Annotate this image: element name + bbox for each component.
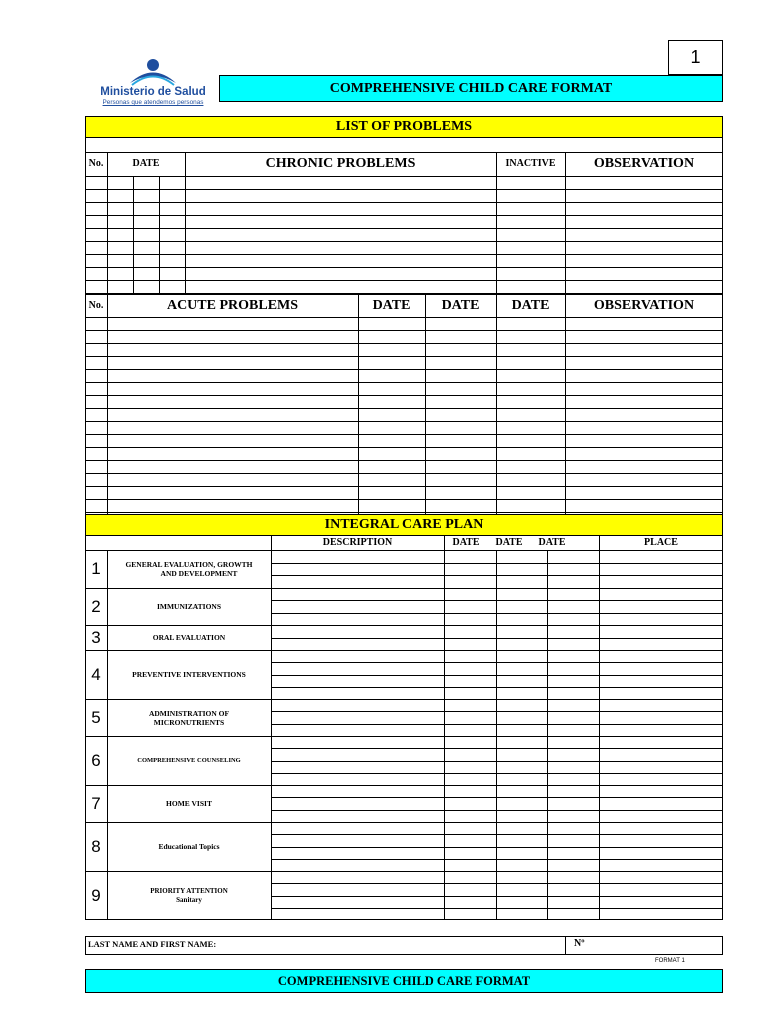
care-row-line xyxy=(271,711,723,712)
care-row-line xyxy=(271,600,723,601)
problems-table xyxy=(85,138,723,515)
care-item-number: 8 xyxy=(91,836,101,856)
chronic-date-subcol xyxy=(133,176,134,294)
care-col-line xyxy=(271,536,272,920)
care-item-label xyxy=(108,736,270,785)
care-item-label-line1: PRIORITY ATTENTION xyxy=(150,887,228,896)
care-item-label-line2: AND DEVELOPMENT xyxy=(160,569,238,578)
care-row-line xyxy=(271,834,723,835)
acute-row-line xyxy=(85,434,723,435)
care-row-line xyxy=(271,662,723,663)
number-label: Nº xyxy=(574,938,585,949)
care-item-label-line1: ADMINISTRATION OF xyxy=(148,708,230,718)
acute-row-line xyxy=(85,369,723,370)
care-row-line xyxy=(271,797,723,798)
care-date-header-3: DATE xyxy=(538,536,566,548)
page-number: 1 xyxy=(690,47,701,67)
name-label: LAST NAME AND FIRST NAME: xyxy=(88,939,217,949)
care-item-label-line1: Educational Topics xyxy=(158,842,220,851)
care-item-number: 3 xyxy=(91,627,101,647)
chronic-problems-header: CHRONIC PROBLEMS xyxy=(265,155,416,171)
care-plan-banner xyxy=(85,514,723,536)
acute-row-line xyxy=(85,408,723,409)
chronic-no-header: No. xyxy=(88,157,104,169)
chronic-row-line xyxy=(85,254,723,255)
care-row-line xyxy=(271,859,723,860)
list-of-problems-title: LIST OF PROBLEMS xyxy=(335,119,473,134)
acute-row-line xyxy=(85,447,723,448)
care-item-number: 1 xyxy=(91,559,101,578)
description-header: DESCRIPTION xyxy=(322,536,393,548)
logo xyxy=(88,56,218,110)
care-col-line xyxy=(547,550,548,920)
acute-col-line xyxy=(107,294,108,514)
care-row-line xyxy=(271,563,723,564)
care-col-line xyxy=(444,536,445,920)
care-row-line xyxy=(271,908,723,909)
bottom-title-banner xyxy=(85,969,723,993)
care-row-line xyxy=(271,724,723,725)
acute-observation-header: OBSERVATION xyxy=(593,297,695,313)
care-row-line xyxy=(271,810,723,811)
form-title-banner xyxy=(219,75,723,102)
name-row-divider xyxy=(565,936,566,955)
inactive-header: INACTIVE xyxy=(505,157,556,169)
chronic-row-line xyxy=(85,267,723,268)
chronic-row-line xyxy=(85,189,723,190)
acute-row-line xyxy=(85,421,723,422)
care-plan-title: INTEGRAL CARE PLAN xyxy=(324,517,484,532)
care-item-label xyxy=(108,588,270,625)
acute-date-header-1: DATE xyxy=(372,297,411,313)
bottom-title: COMPREHENSIVE CHILD CARE FORMAT xyxy=(277,973,531,988)
logo-tagline: Personas que atendemos personas xyxy=(102,99,204,106)
care-date-header-1: DATE xyxy=(452,536,480,548)
logo-name: Ministerio de Salud xyxy=(100,86,206,98)
care-item-label xyxy=(108,822,270,871)
care-item-label xyxy=(108,625,270,650)
care-item-label xyxy=(108,699,270,736)
care-item-label-line2: MICRONUTRIENTS xyxy=(153,717,225,727)
care-item-label-line2: Sanitary xyxy=(176,895,202,904)
care-item-label-line1: GENERAL EVALUATION, GROWTH xyxy=(125,560,253,569)
acute-no-header: No. xyxy=(88,299,104,311)
care-item-number: 5 xyxy=(91,707,101,727)
acute-row-line xyxy=(85,473,723,474)
care-item-number: 2 xyxy=(91,596,101,616)
chronic-observation-header: OBSERVATION xyxy=(593,155,695,171)
acute-row-line xyxy=(85,382,723,383)
chronic-row-line xyxy=(85,280,723,281)
list-of-problems-banner xyxy=(85,116,723,138)
acute-row-line xyxy=(85,395,723,396)
care-row-line xyxy=(271,883,723,884)
care-item-label-line1: IMMUNIZATIONS xyxy=(156,602,222,611)
acute-col-line xyxy=(358,294,359,514)
acute-col-line xyxy=(496,294,497,514)
care-row-line xyxy=(271,761,723,762)
care-item-number: 4 xyxy=(91,664,101,684)
acute-row-line xyxy=(85,512,723,513)
chronic-row-line xyxy=(85,215,723,216)
care-item-number: 7 xyxy=(91,793,101,813)
care-row-line xyxy=(271,847,723,848)
chronic-row-line xyxy=(85,202,723,203)
place-header: PLACE xyxy=(644,536,678,548)
form-title: COMPREHENSIVE CHILD CARE FORMAT xyxy=(329,80,613,96)
care-row-line xyxy=(271,896,723,897)
ministerio-logo-icon xyxy=(88,56,218,88)
acute-col-line xyxy=(565,294,566,514)
care-row-line xyxy=(271,675,723,676)
care-item-label xyxy=(108,550,270,588)
acute-row-line xyxy=(85,343,723,344)
care-item-label-line1: COMPREHENSIVE COUNSELING xyxy=(137,756,241,764)
acute-row-line xyxy=(85,356,723,357)
care-row-line xyxy=(271,638,723,639)
care-item-label-line1: PREVENTIVE INTERVENTIONS xyxy=(132,670,246,679)
care-item-label-line1: HOME VISIT xyxy=(166,799,212,808)
format-code: FORMAT 1 xyxy=(655,958,685,964)
chronic-header-bottom xyxy=(85,176,723,177)
care-date-header-2: DATE xyxy=(495,536,523,548)
acute-row-line xyxy=(85,460,723,461)
care-item-number: 6 xyxy=(91,750,101,770)
chronic-row-line xyxy=(85,241,723,242)
chronic-date-header: DATE xyxy=(132,157,160,169)
chronic-row-line xyxy=(85,228,723,229)
care-row-line xyxy=(271,773,723,774)
care-item-label xyxy=(108,871,270,920)
care-item-label xyxy=(108,785,270,822)
acute-col-line xyxy=(425,294,426,514)
acute-row-line xyxy=(85,330,723,331)
care-row-line xyxy=(271,687,723,688)
care-item-label-line1: ORAL EVALUATION xyxy=(152,633,226,642)
care-col-line xyxy=(599,536,600,920)
care-row-line xyxy=(271,575,723,576)
acute-row-line xyxy=(85,486,723,487)
care-item-number: 9 xyxy=(91,885,101,905)
acute-date-header-2: DATE xyxy=(441,297,480,313)
care-row-line xyxy=(271,748,723,749)
chronic-date-subcol xyxy=(159,176,160,294)
acute-problems-header: ACUTE PROBLEMS xyxy=(166,297,299,313)
acute-row-line xyxy=(85,499,723,500)
care-row-line xyxy=(271,613,723,614)
page-number-box xyxy=(668,40,723,75)
acute-date-header-3: DATE xyxy=(511,297,550,313)
care-item-label xyxy=(108,650,270,699)
care-col-line xyxy=(496,550,497,920)
